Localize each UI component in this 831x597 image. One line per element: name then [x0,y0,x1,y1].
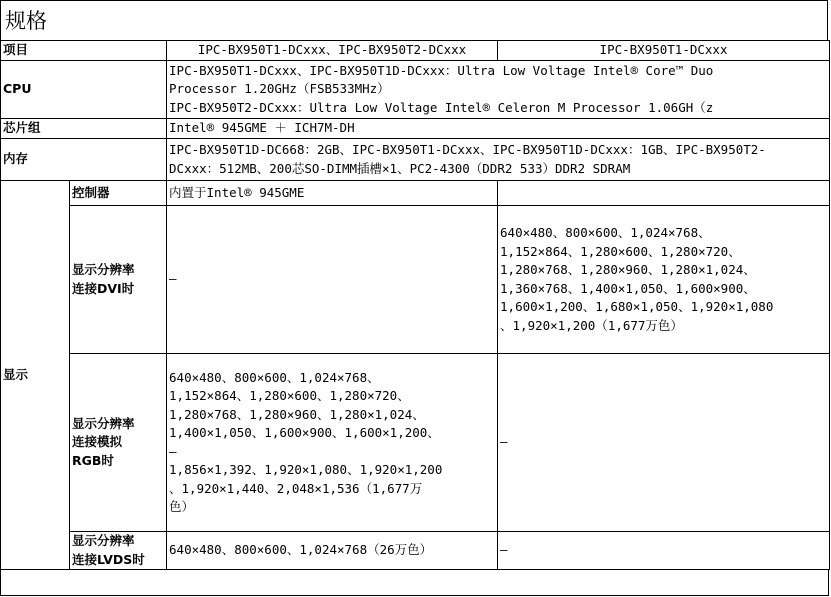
chipset-row [1,119,830,139]
memory-value: IPC-BX950T1D-DC668：2GB、IPC-BX950T1-DCxxx、IPC-BX950T1D-DCxxx：1GB、IPC-BX950T2- DCxxx：512MB、200芯SO-DIMM插槽×1、PC2-4300（DDR2 533）DDR2 SDRAM [167,139,830,181]
header-row [1,41,830,61]
memory-row [1,139,830,181]
display-label: 显示 [1,181,70,570]
dvi-col2: 640×480、800×600、1,024×768、 1,152×864、1,280×600、1,280×720、 1,280×768、1,280×960、1,280×1,024、 1,360×768、1,400×1,050、1,600×900、 1,600×1,200、1,680×1,050、1,920×1,080 、1,920×1,200（1,677万色） [498,206,830,354]
header-col1: IPC-BX950T1-DCxxx、IPC-BX950T2-DCxxx [167,41,498,61]
header-col2: IPC-BX950T1-DCxxx [498,41,830,61]
title-row [0,0,828,40]
controller-value: 内置于Intel® 945GME [167,181,498,206]
lvds-col2: – [498,532,830,570]
cpu-label: CPU [1,61,167,119]
rgb-label: 显示分辨率 连接模拟 RGB时 [70,354,167,532]
empty-bottom-row [0,570,829,596]
dvi-label: 显示分辨率 连接DVI时 [70,206,167,354]
dvi-row [1,206,830,354]
lvds-col1: 640×480、800×600、1,024×768（26万色） [167,532,498,570]
chipset-label: 芯片组 [1,119,167,139]
rgb-row [1,354,830,532]
spec-table [0,40,830,570]
header-item: 项目 [1,41,167,61]
cpu-value: IPC-BX950T1-DCxxx、IPC-BX950T1D-DCxxx：Ultra Low Voltage Intel® Core™ Duo Processor 1.20GHz（FSB533MHz） IPC-BX950T2-DCxxx：Ultra Low Voltage Intel® Celeron M Processor 1.06GH（z [167,61,830,119]
lvds-label: 显示分辨率 连接LVDS时 [70,532,167,570]
rgb-col1: 640×480、800×600、1,024×768、 1,152×864、1,280×600、1,280×720、 1,280×768、1,280×960、1,280×1,024、 1,400×1,050、1,600×900、1,600×1,200、 – 1,856×1,392、1,920×1,080、1,920×1,200 、1,920×1,440、2,048×1,536（1,677万 色） [167,354,498,532]
controller-col2-empty [498,181,830,206]
lvds-row [1,532,830,570]
page-title: 规格 [5,9,47,33]
memory-label: 内存 [1,139,167,181]
controller-label: 控制器 [70,181,167,206]
rgb-col2: – [498,354,830,532]
cpu-row [1,61,830,119]
dvi-col1: – [167,206,498,354]
chipset-value: Intel® 945GME ＋ ICH7M-DH [167,119,830,139]
controller-row [1,181,830,206]
